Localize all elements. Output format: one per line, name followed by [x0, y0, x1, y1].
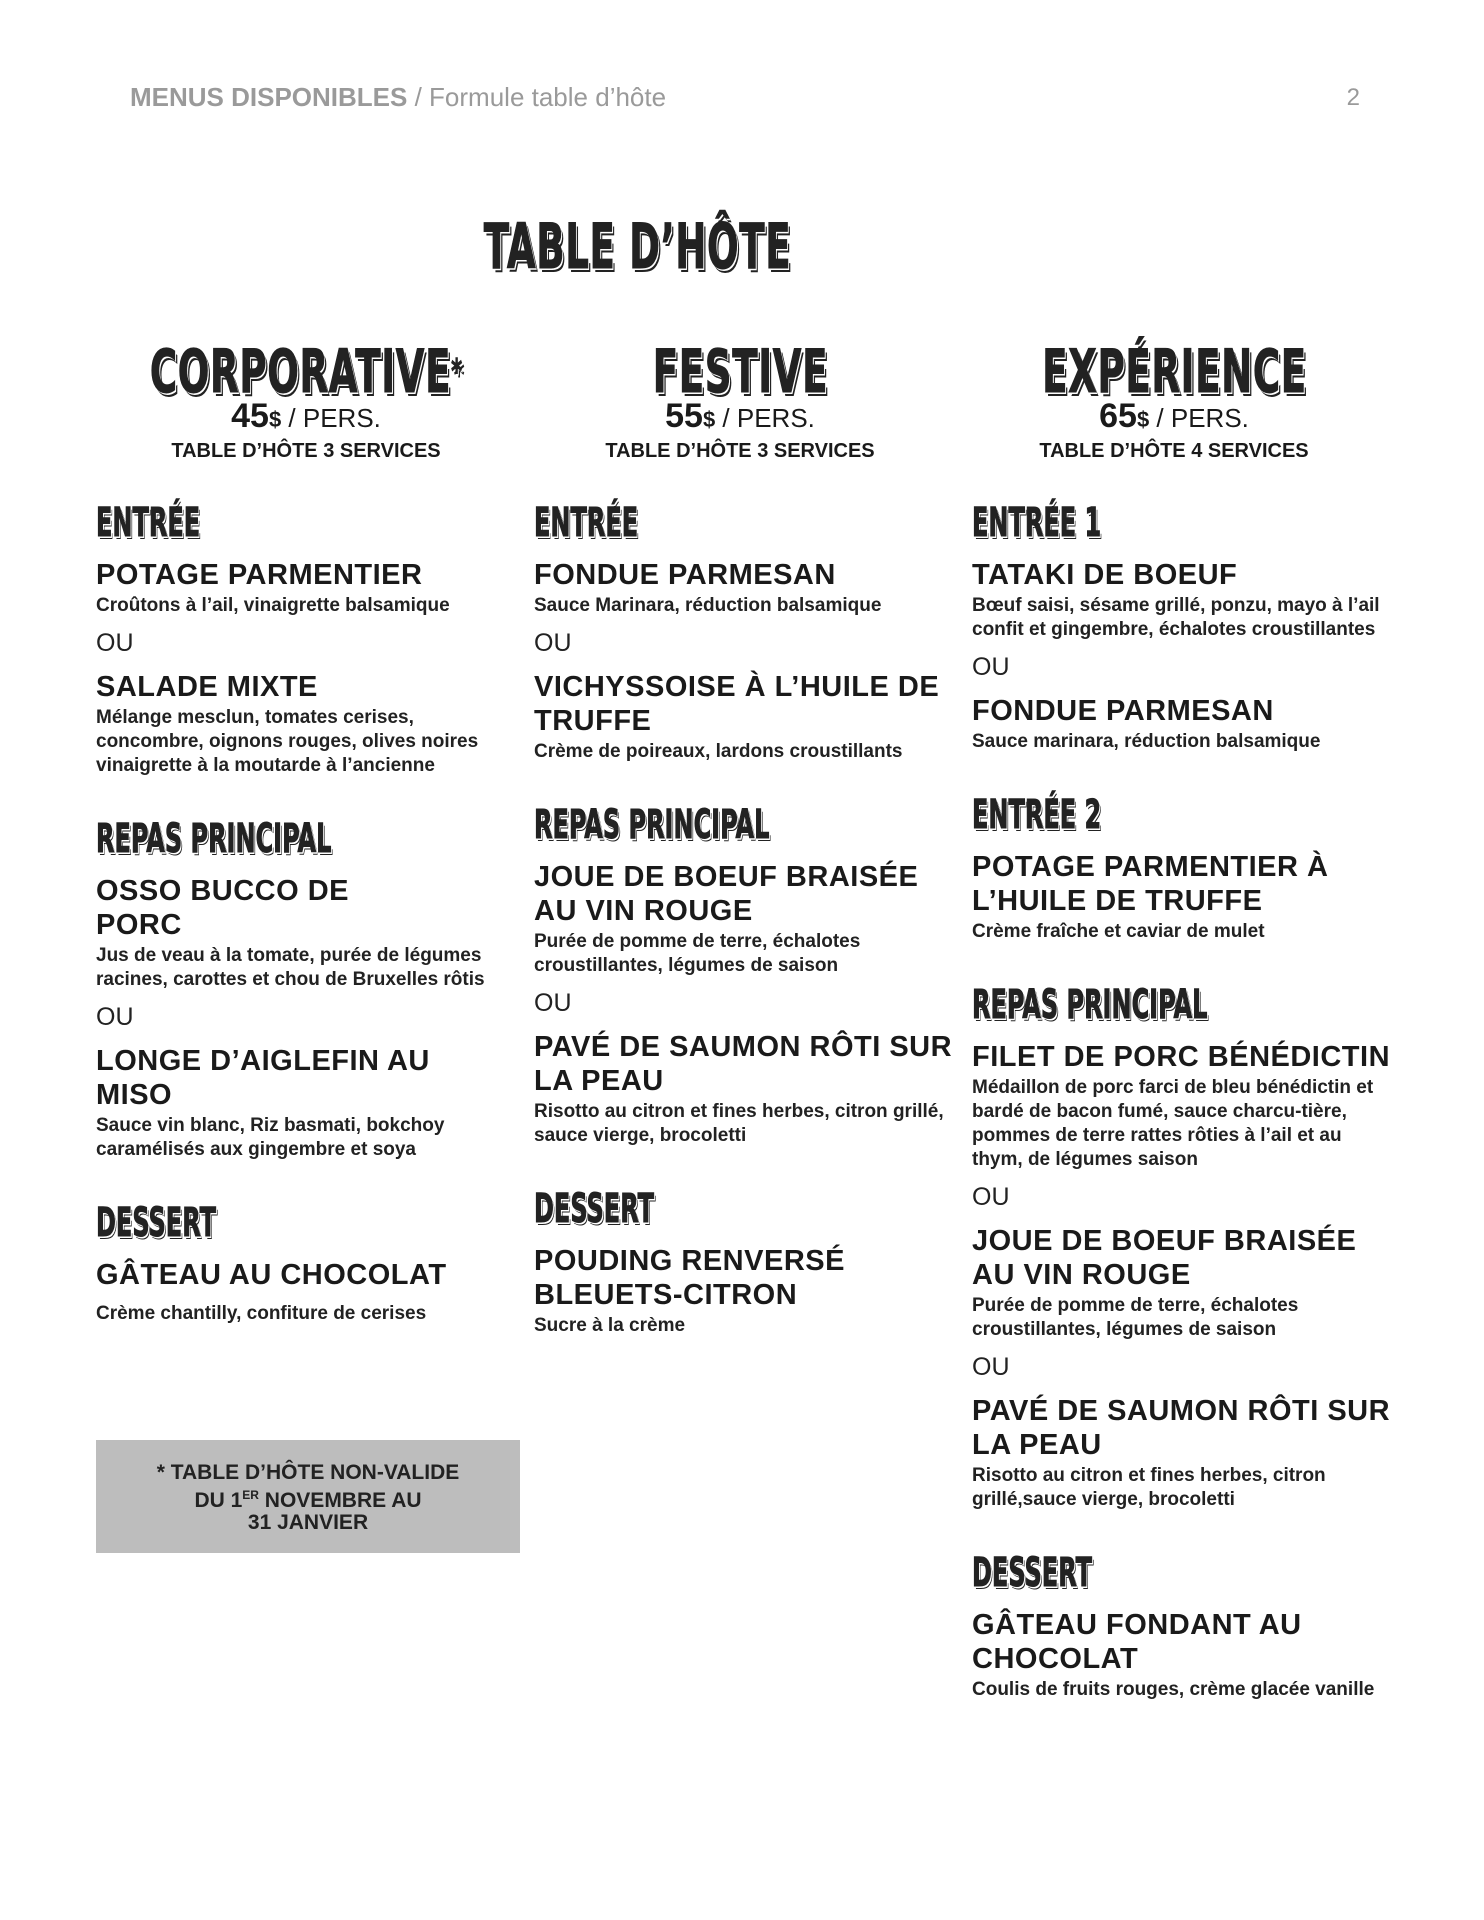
formule-name: FESTIVE	[652, 337, 828, 407]
menu-section	[534, 500, 954, 764]
dish-description: Purée de pomme de terre, échalotes croustillantes, légumes de saison	[534, 931, 861, 976]
or-separator: OU	[534, 989, 572, 1017]
dish-description: Risotto au citron et fines herbes, citron grillé, sauce vierge, brocoletti	[534, 1101, 944, 1146]
dish-description: Crème fraîche et caviar de mulet	[972, 921, 1265, 942]
dish-description: Bœuf saisi, sésame grillé, ponzu, mayo à l’ail confit et gingembre, échalotes croustillantes	[972, 595, 1380, 640]
menu-column-corporative	[96, 500, 516, 1364]
menu-column-festive	[534, 500, 954, 1376]
section-title: REPAS PRINCIPAL	[96, 816, 332, 862]
formule-header-2	[954, 337, 1394, 463]
formule-header-1	[520, 337, 960, 463]
dish-description: Sauce marinara, réduction balsamique	[972, 731, 1321, 752]
dish-name: JOUE DE BOEUF BRAISÉE AU VIN ROUGE	[534, 861, 919, 927]
dish-description: Crème chantilly, confiture de cerises	[96, 1303, 427, 1324]
dish-description: Risotto au citron et fines herbes, citron grillé,sauce vierge, brocoletti	[972, 1465, 1326, 1510]
section-title: ENTRÉE 2	[972, 792, 1102, 838]
dish-name: LONGE D’AIGLEFIN AU MISO	[96, 1045, 430, 1111]
dish-description: Médaillon de porc farci de bleu bénédictin et bardé de bacon fumé, sauce charcu-tière, pommes de terre rattes rôties à l’ail et au thym, de légumes saison	[972, 1077, 1374, 1170]
page-header	[130, 82, 666, 113]
dish-name: POTAGE PARMENTIER	[96, 559, 423, 591]
formule-price: 45$ / PERS.	[231, 397, 381, 435]
dish-description: Crème de poireaux, lardons croustillants	[534, 741, 903, 762]
dish-name: PAVÉ DE SAUMON RÔTI SUR LA PEAU	[534, 1031, 953, 1097]
dish-description: Jus de veau à la tomate, purée de légumes racines, carottes et chou de Bruxelles rôtis	[96, 945, 485, 990]
notice-line-1: * TABLE D’HÔTE NON-VALIDE	[156, 1461, 460, 1484]
menu-column-experience	[972, 500, 1392, 1740]
dish-name: GÂTEAU FONDANT AU CHOCOLAT	[972, 1609, 1302, 1675]
dish-name: JOUE DE BOEUF BRAISÉE AU VIN ROUGE	[972, 1225, 1357, 1291]
formule-header-0	[86, 337, 526, 463]
menu-section	[534, 802, 954, 1148]
or-separator: OU	[96, 1003, 134, 1031]
dish-description: Sucre à la crème	[534, 1315, 686, 1336]
dish-name: FONDUE PARMESAN	[972, 695, 1274, 727]
section-title: DESSERT	[96, 1200, 216, 1246]
menu-section	[972, 792, 1392, 944]
menu-section	[972, 500, 1392, 754]
section-title: DESSERT	[972, 1550, 1092, 1596]
validity-notice	[96, 1440, 520, 1553]
header-separator: /	[407, 82, 430, 112]
formule-name: CORPORATIVE*	[149, 337, 463, 407]
dish-name: PAVÉ DE SAUMON RÔTI SUR LA PEAU	[972, 1395, 1391, 1461]
notice-line-3: 31 JANVIER	[247, 1511, 369, 1534]
dish-description: Mélange mesclun, tomates cerises, concombre, oignons rouges, olives noires vinaigrette à la moutarde à l’ancienne	[96, 707, 479, 776]
dish-description: Croûtons à l’ail, vinaigrette balsamique	[96, 595, 450, 616]
dish-name: VICHYSSOISE À L’HUILE DE TRUFFE	[534, 671, 940, 737]
dish-name: FONDUE PARMESAN	[534, 559, 836, 591]
formule-name: EXPÉRIENCE	[1041, 337, 1307, 407]
menu-section	[972, 982, 1392, 1512]
dish-name: OSSO BUCCO DE PORC	[96, 875, 350, 941]
menu-section	[96, 1200, 516, 1326]
formule-services: TABLE D’HÔTE 3 SERVICES	[605, 440, 875, 462]
notice-line-2: DU 1ER NOVEMBRE AU	[194, 1488, 422, 1512]
or-separator: OU	[96, 629, 134, 657]
menu-section	[972, 1550, 1392, 1702]
dish-description: Coulis de fruits rouges, crème glacée vanille	[972, 1679, 1375, 1700]
section-title: ENTRÉE	[534, 500, 639, 546]
page-number: 2	[1346, 84, 1360, 111]
dish-name: FILET DE PORC BÉNÉDICTIN	[972, 1041, 1391, 1073]
menu-section	[534, 1186, 954, 1338]
dish-description: Sauce Marinara, réduction balsamique	[534, 595, 882, 616]
menu-section	[96, 816, 516, 1162]
section-title: ENTRÉE 1	[972, 500, 1102, 546]
or-separator: OU	[534, 629, 572, 657]
section-title: REPAS PRINCIPAL	[534, 802, 770, 848]
or-separator: OU	[972, 1353, 1010, 1381]
or-separator: OU	[972, 653, 1010, 681]
page-title-text: TABLE D’HÔTE	[483, 210, 792, 283]
asterisk: *	[450, 352, 463, 392]
section-title: REPAS PRINCIPAL	[972, 982, 1208, 1028]
header-section: MENUS DISPONIBLES	[130, 82, 408, 112]
formule-price: 55$ / PERS.	[665, 397, 815, 435]
formule-services: TABLE D’HÔTE 3 SERVICES	[171, 440, 441, 462]
section-title: DESSERT	[534, 1186, 654, 1232]
dish-name: POTAGE PARMENTIER À L’HUILE DE TRUFFE	[972, 851, 1329, 917]
dish-name: TATAKI DE BOEUF	[972, 559, 1238, 591]
menu-section	[96, 500, 516, 778]
or-separator: OU	[972, 1183, 1010, 1211]
header-subtitle: Formule table d’hôte	[429, 82, 667, 112]
dish-description: Purée de pomme de terre, échalotes croustillantes, légumes de saison	[972, 1295, 1299, 1340]
page-title	[484, 210, 791, 283]
section-title: ENTRÉE	[96, 500, 201, 546]
formule-price: 65$ / PERS.	[1099, 397, 1249, 435]
formule-services: TABLE D’HÔTE 4 SERVICES	[1039, 440, 1309, 462]
dish-name: SALADE MIXTE	[96, 671, 318, 703]
dish-name: POUDING RENVERSÉ BLEUETS-CITRON	[534, 1245, 845, 1311]
dish-description: Sauce vin blanc, Riz basmati, bokchoy caramélisés aux gingembre et soya	[96, 1115, 445, 1160]
dish-name: GÂTEAU AU CHOCOLAT	[96, 1259, 447, 1291]
